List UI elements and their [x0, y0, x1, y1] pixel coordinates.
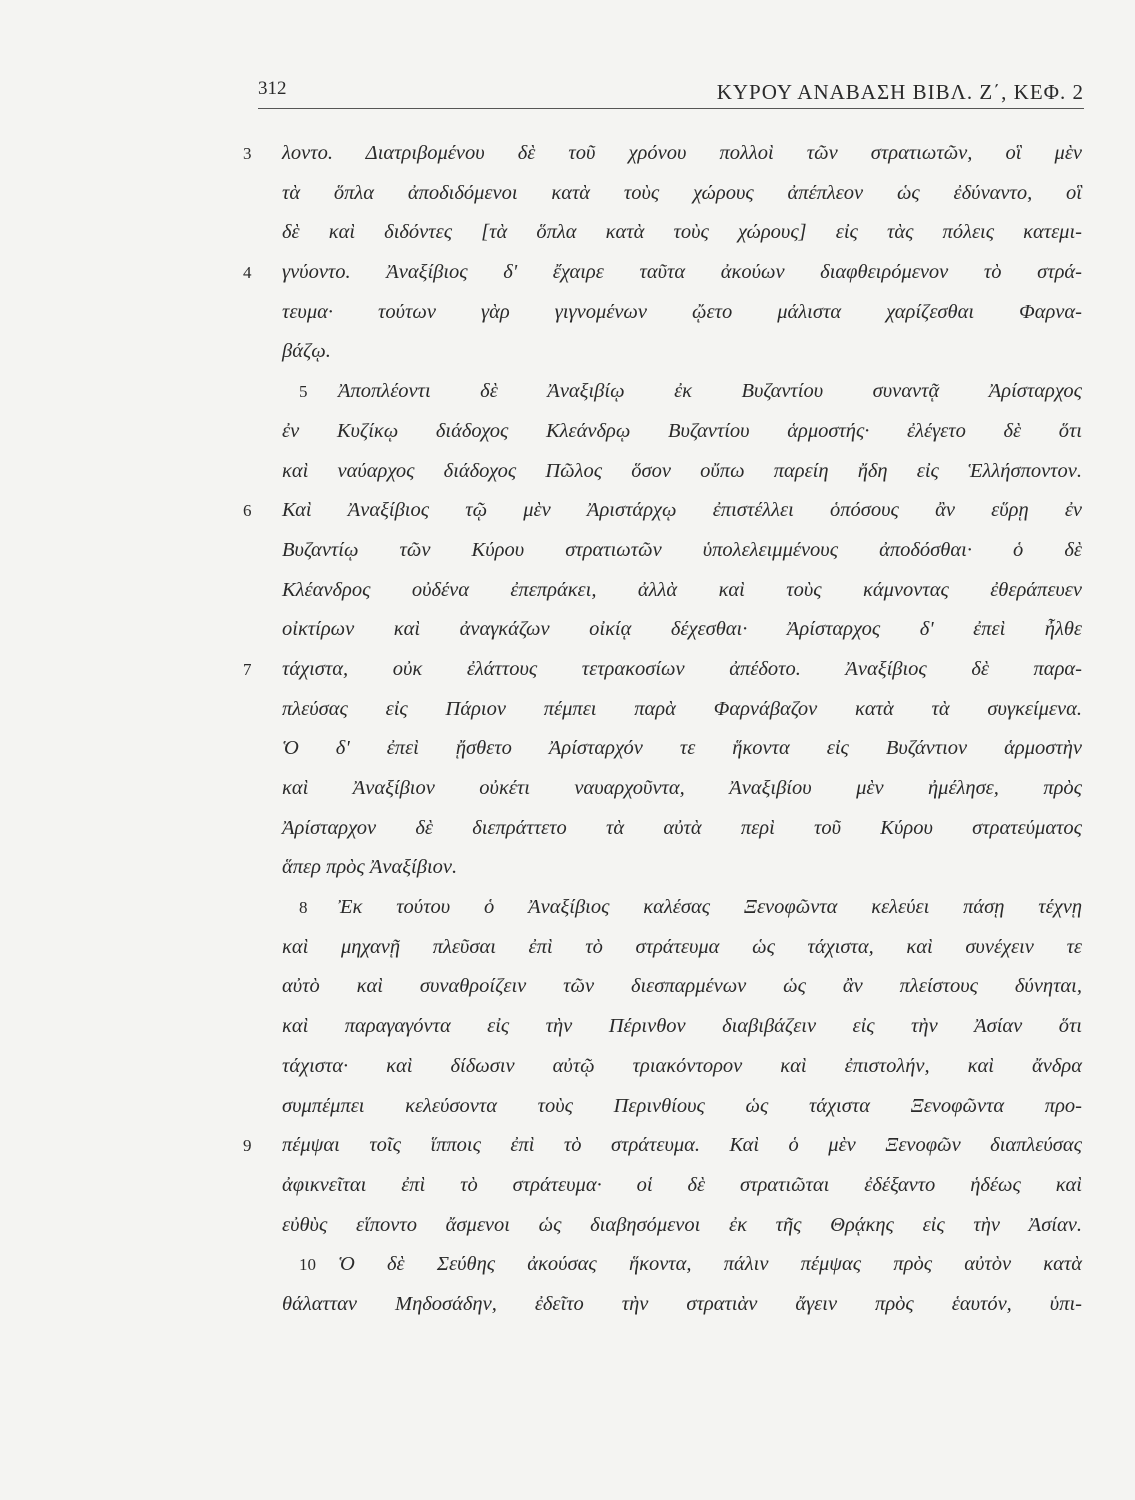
text-line	[282, 1087, 1082, 1127]
line-text: συμπέμπει κελεύσοντα τοὺς Περινθίους ὡς τάχιστα Ξενοφῶντα προ-	[282, 1094, 1082, 1117]
text-line	[282, 610, 1082, 650]
line-text: δὲ καὶ διδόντες [τὰ ὅπλα κατὰ τοὺς χώρους] εἰς τὰς πόλεις κατεμι-	[282, 221, 1082, 244]
running-title: ΚΥΡΟΥ ΑΝΑΒΑΣΗ ΒΙΒΛ. Ζ΄, ΚΕΦ. 2	[716, 80, 1084, 104]
line-text: πέμψαι τοῖς ἵπποις ἐπὶ τὸ στράτευμα. Καὶ ὁ μὲν Ξενοφῶν διαπλεύσας	[282, 1134, 1082, 1157]
text-line	[282, 531, 1082, 571]
section-number: 10	[299, 1255, 316, 1275]
text-line	[282, 1285, 1082, 1325]
text-line	[282, 928, 1082, 968]
line-text: καὶ Ἀναξίβιον οὐκέτι ναυαρχοῦντα, Ἀναξιβίου μὲν ἠμέλησε, πρὸς	[282, 777, 1082, 799]
section-number: 8	[299, 898, 308, 918]
text-line	[282, 372, 1082, 412]
line-text: Ἀποπλέοντι δὲ Ἀναξιβίῳ ἐκ Βυζαντίου συναντᾷ Ἀρίσταρχος	[338, 380, 1082, 403]
line-text: καὶ παραγαγόντα εἰς τὴν Πέρινθον διαβιβάζειν εἰς τὴν Ἀσίαν ὅτι	[282, 1015, 1082, 1038]
text-line	[282, 1166, 1082, 1206]
text-line	[282, 1206, 1082, 1246]
section-number: 9	[243, 1136, 252, 1156]
line-text: αὐτὸ καὶ συναθροίζειν τῶν διεσπαρμένων ὡς ἂν πλείστους δύνηται,	[282, 975, 1082, 998]
line-text: θάλατταν Μηδοσάδην, ἐδεῖτο τὴν στρατιὰν ἄγειν πρὸς ἑαυτόν, ὑπι-	[282, 1292, 1082, 1315]
text-line	[282, 848, 1082, 888]
page-header	[258, 72, 1084, 109]
text-line	[243, 650, 1082, 690]
section-number: 5	[299, 382, 308, 402]
line-text: τὰ ὅπλα ἀποδιδόμενοι κατὰ τοὺς χώρους ἀπέπλεον ὡς ἐδύναντο, οἳ	[282, 181, 1082, 204]
text-line	[282, 213, 1082, 253]
text-line	[282, 967, 1082, 1007]
line-text: ἀφικνεῖται ἐπὶ τὸ στράτευμα· οἱ δὲ στρατιῶται ἐδέξαντο ἡδέως καὶ	[282, 1173, 1082, 1196]
text-line	[243, 491, 1082, 531]
page-number: 312	[258, 78, 287, 99]
text-line	[282, 412, 1082, 452]
line-text: καὶ μηχανῇ πλεῦσαι ἐπὶ τὸ στράτευμα ὡς τάχιστα, καὶ συνέχειν τε	[282, 935, 1082, 958]
text-line	[282, 769, 1082, 809]
line-text: Ὁ δ' ἐπεὶ ᾔσθετο Ἀρίσταρχόν τε ἥκοντα εἰς Βυζάντιον ἁρμοστὴν	[282, 737, 1082, 760]
text-line	[243, 134, 1082, 174]
section-number: 7	[243, 659, 252, 679]
text-line	[243, 1126, 1082, 1166]
text-line	[282, 690, 1082, 730]
bleed-through-margin-1	[70, 116, 190, 136]
text-line	[282, 1007, 1082, 1047]
text-line	[282, 888, 1082, 928]
section-number: 3	[243, 144, 252, 163]
line-text: Ὁ δὲ Σεύθης ἀκούσας ἥκοντα, πάλιν πέμψας πρὸς αὐτὸν κατὰ	[338, 1253, 1082, 1276]
line-text: Βυζαντίῳ τῶν Κύρου στρατιωτῶν ὑπολελειμμένους ἀποδόσθαι· ὁ δὲ	[282, 538, 1082, 561]
text-line	[282, 729, 1082, 769]
line-text: λοντο. Διατριβομένου δὲ τοῦ χρόνου πολλοὶ τῶν στρατιωτῶν, οἳ μὲν	[282, 142, 1082, 164]
line-text: Κλέανδρος οὐδένα ἐπεπράκει, ἀλλὰ καὶ τοὺς κάμνοντας ἐθεράπευεν	[282, 578, 1082, 601]
line-text: καὶ ναύαρχος διάδοχος Πῶλος ὅσον οὔπω παρείη ἤδη εἰς Ἑλλήσποντον.	[282, 459, 1082, 482]
text-line	[282, 293, 1082, 333]
text-line	[282, 332, 1082, 372]
line-text: τάχιστα, οὐκ ἐλάττους τετρακοσίων ἀπέδοτο. Ἀναξίβιος δὲ παρα-	[282, 657, 1082, 680]
section-number: 4	[243, 263, 252, 283]
text-line	[282, 174, 1082, 214]
text-line	[282, 1245, 1082, 1285]
section-number: 6	[243, 501, 252, 521]
line-text: πλεύσας εἰς Πάριον πέμπει παρὰ Φαρνάβαζον κατὰ τὰ συγκείμενα.	[282, 697, 1082, 720]
text-line	[282, 571, 1082, 611]
line-text: βάζῳ.	[282, 340, 331, 363]
line-text: Καὶ Ἀναξίβιος τῷ μὲν Ἀριστάρχῳ ἐπιστέλλει ὁπόσους ἂν εὕρῃ ἐν	[282, 499, 1082, 522]
line-text: εὐθὺς εἵποντο ἄσμενοι ὡς διαβησόμενοι ἐκ τῆς Θρᾴκης εἰς τὴν Ἀσίαν.	[282, 1213, 1082, 1236]
text-line	[282, 809, 1082, 849]
line-text: οἰκτίρων καὶ ἀναγκάζων οἰκίᾳ δέχεσθαι· Ἀρίσταρχος δ' ἐπεὶ ἦλθε	[282, 618, 1082, 641]
text-line	[282, 1047, 1082, 1087]
text-line	[243, 253, 1082, 293]
text-line	[282, 452, 1082, 492]
main-text	[243, 134, 1082, 1325]
line-text: γνύοντο. Ἀναξίβιος δ' ἔχαιρε ταῦτα ἀκούων διαφθειρόμενον τὸ στρά-	[282, 261, 1082, 284]
line-text: Ἐκ τούτου ὁ Ἀναξίβιος καλέσας Ξενοφῶντα κελεύει πάσῃ τέχνῃ	[338, 896, 1082, 919]
line-text: τάχιστα· καὶ δίδωσιν αὐτῷ τριακόντορον καὶ ἐπιστολήν, καὶ ἄνδρα	[282, 1054, 1082, 1077]
line-text: Ἀρίσταρχον δὲ διεπράττετο τὰ αὐτὰ περὶ τοῦ Κύρου στρατεύματος	[282, 816, 1082, 839]
line-text: ἅπερ πρὸς Ἀναξίβιον.	[282, 856, 458, 879]
line-text: ἐν Κυζίκῳ διάδοχος Κλεάνδρῳ Βυζαντίου ἁρμοστής· ἐλέγετο δὲ ὅτι	[282, 419, 1082, 442]
line-text: τευμα· τούτων γὰρ γιγνομένων ᾤετο μάλιστα χαρίζεσθαι Φαρνα-	[282, 300, 1082, 323]
